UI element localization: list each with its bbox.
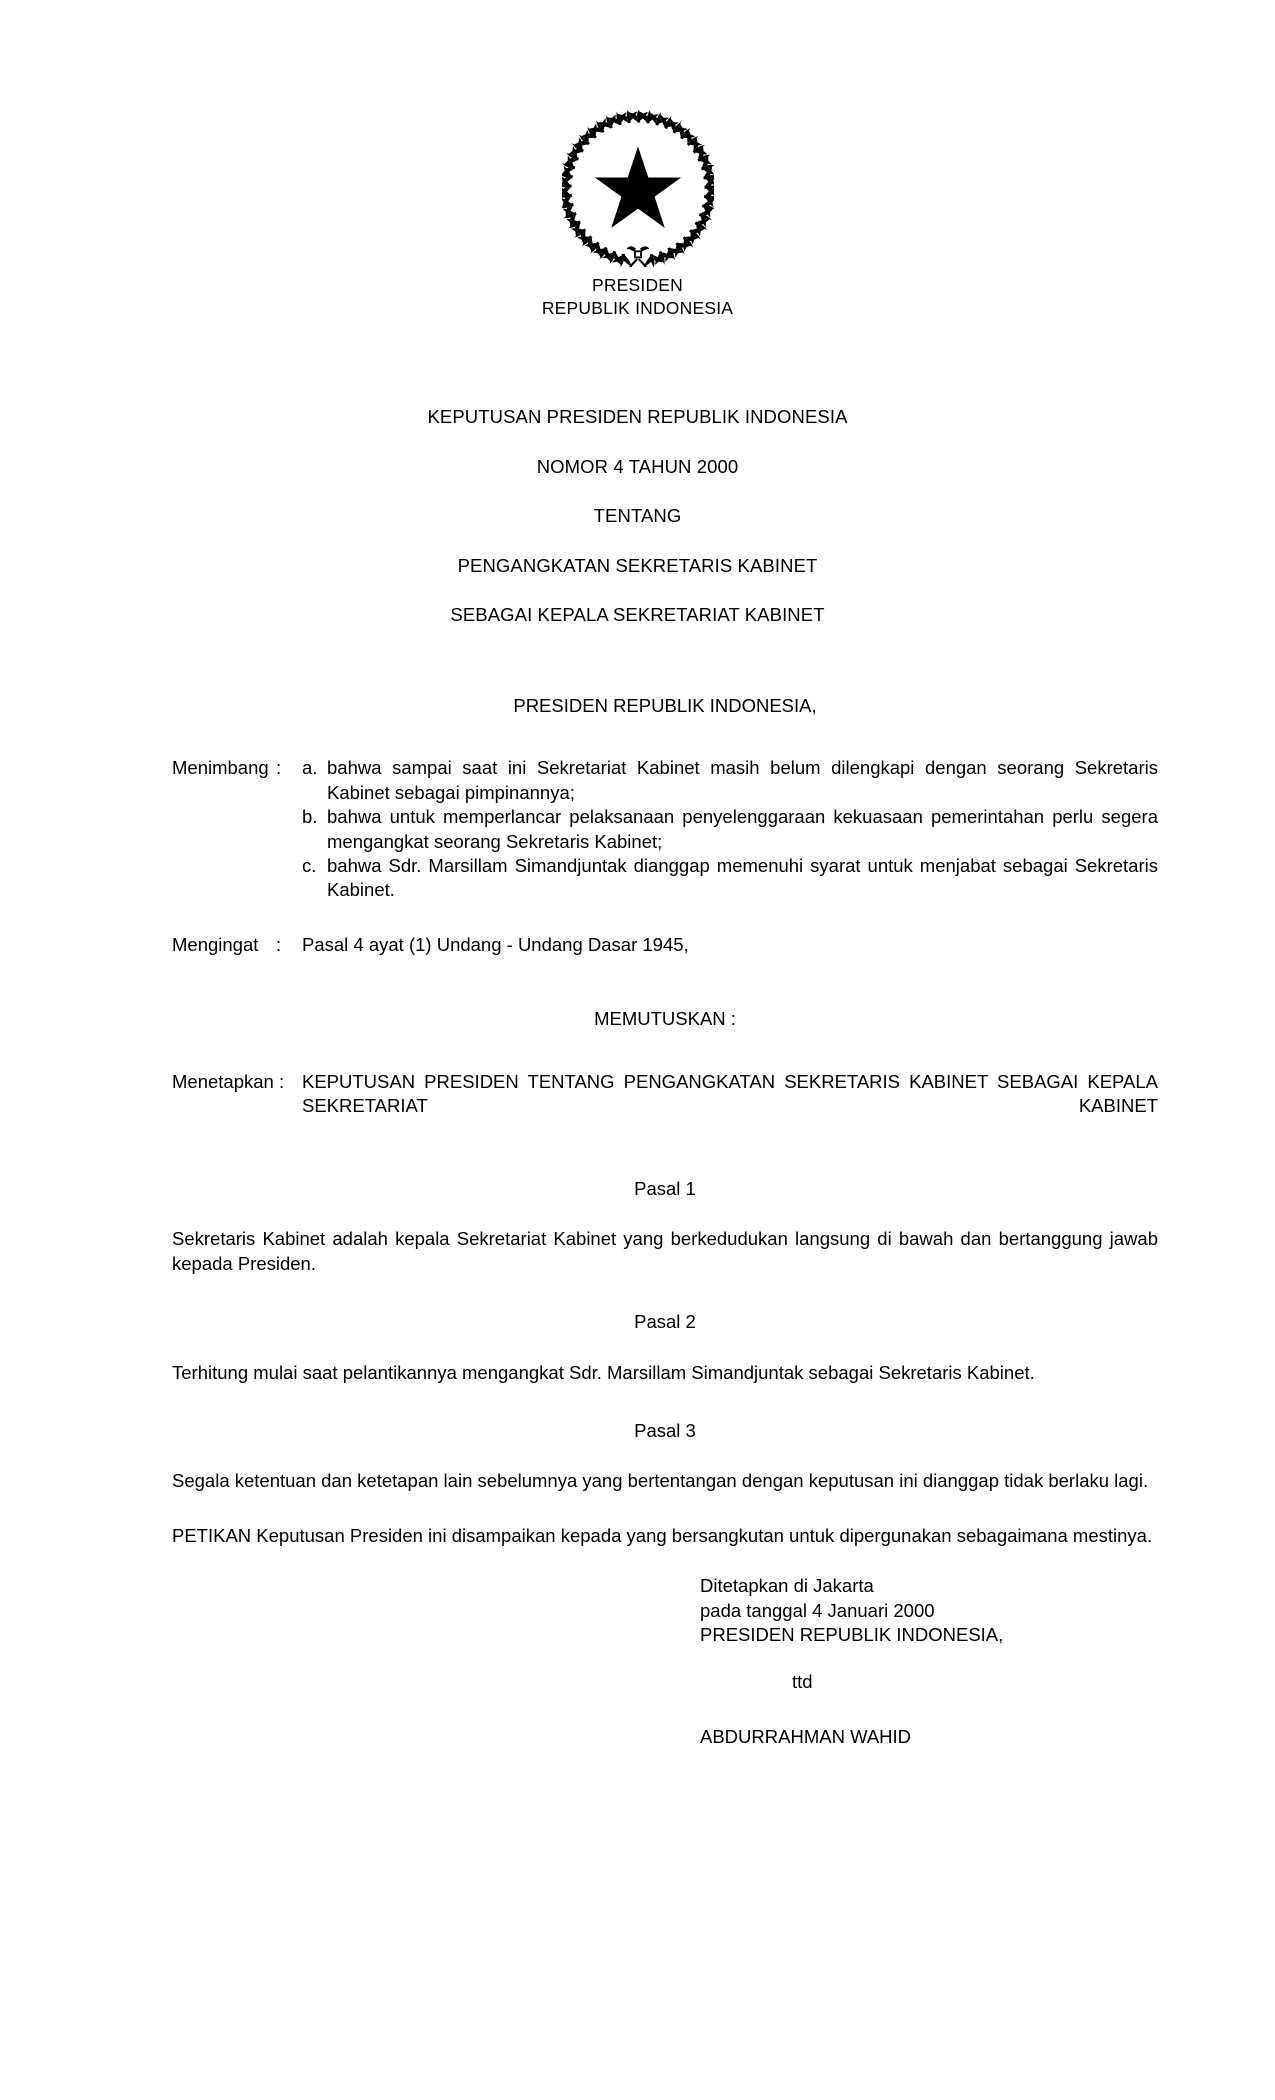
- consideration-item-a: [302, 756, 1158, 805]
- consideration-item-b: [302, 805, 1158, 854]
- document-title-block: [0, 408, 1275, 625]
- garuda-star-wreath-emblem: [562, 110, 714, 268]
- closing-paragraph: PETIKAN Keputusan Presiden ini disampaikan kepada yang bersangkutan untuk dipergunakan sebagaimana mestinya.: [172, 1524, 1153, 1546]
- legal-basis-label: Mengingat: [172, 933, 259, 955]
- signature-office: PRESIDEN REPUBLIK INDONESIA,: [700, 1624, 1004, 1646]
- article-3-heading: Pasal 3: [634, 1419, 696, 1441]
- consideration-text-b: bahwa untuk memperlancar pelaksanaan penyelenggaraan kekuasaan pemerintahan perlu segera mengangkat seorang Sekretaris Kabinet;: [327, 806, 1158, 852]
- title-line-subject-2: SEBAGAI KEPALA SEKRETARIAT KABINET: [450, 604, 825, 625]
- signature-block: [700, 1574, 1158, 1749]
- consideration-item-c: [302, 854, 1158, 903]
- letterhead: [0, 110, 1275, 321]
- legal-basis-colon: :: [276, 933, 282, 955]
- considerations-section: [172, 756, 1158, 902]
- stipulates-text: KEPUTUSAN PRESIDEN TENTANG PENGANGKATAN SEKRETARIS KABINET SEBAGAI KEPALA SEKRETARIAT KABINET: [302, 1070, 1158, 1117]
- consideration-marker-b: b.: [302, 806, 318, 828]
- considerations-label: Menimbang: [172, 757, 269, 779]
- consideration-text-a: bahwa sampai saat ini Sekretariat Kabinet masih belum dilengkapi dengan seorang Sekretaris Kabinet sebagai pimpinannya;: [327, 757, 1158, 803]
- article-1-body: Sekretaris Kabinet adalah kepala Sekretariat Kabinet yang berkedudukan langsung di bawah dan bertanggung jawab kepada Presiden.: [172, 1228, 1158, 1274]
- legal-basis-section: [172, 933, 1158, 957]
- article-3-body: Segala ketentuan dan ketetapan lain sebelumnya yang bertentangan dengan keputusan ini dianggap tidak berlaku lagi.: [172, 1470, 1149, 1492]
- consideration-marker-a: a.: [302, 757, 318, 779]
- letterhead-text: [0, 274, 1275, 321]
- legal-basis-text: Pasal 4 ayat (1) Undang - Undang Dasar 1945,: [302, 933, 689, 955]
- signature-ttd-mark: ttd: [792, 1670, 813, 1692]
- stipulates-section: [172, 1070, 1158, 1143]
- signature-name: ABDURRAHMAN WAHID: [700, 1725, 912, 1747]
- title-line-keputusan: KEPUTUSAN PRESIDEN REPUBLIK INDONESIA: [427, 406, 848, 427]
- opening-line: PRESIDEN REPUBLIK INDONESIA,: [513, 695, 817, 716]
- article-1-heading: Pasal 1: [634, 1177, 696, 1199]
- title-line-subject-1: PENGANGKATAN SEKRETARIS KABINET: [457, 554, 818, 576]
- article-2-heading: Pasal 2: [634, 1311, 696, 1333]
- signature-place: Ditetapkan di Jakarta: [700, 1575, 874, 1597]
- article-2-body: Terhitung mulai saat pelantikannya mengangkat Sdr. Marsillam Simandjuntak sebagai Sekretaris Kabinet.: [172, 1361, 1035, 1383]
- title-line-tentang: TENTANG: [593, 505, 682, 526]
- document-body: [172, 694, 1158, 1749]
- decides-heading: MEMUTUSKAN :: [594, 1008, 736, 1030]
- title-line-nomor: NOMOR 4 TAHUN 2000: [536, 455, 739, 477]
- considerations-colon: :: [276, 757, 282, 779]
- consideration-text-c: bahwa Sdr. Marsillam Simandjuntak dianggap memenuhi syarat untuk menjabat sebagai Sekretaris Kabinet.: [327, 855, 1158, 901]
- stipulates-label: Menetapkan :: [172, 1070, 285, 1092]
- letterhead-line-presiden: PRESIDEN: [591, 275, 684, 295]
- signature-date: pada tanggal 4 Januari 2000: [700, 1599, 935, 1621]
- letterhead-line-republik: REPUBLIK INDONESIA: [541, 298, 734, 319]
- consideration-marker-c: c.: [302, 855, 317, 877]
